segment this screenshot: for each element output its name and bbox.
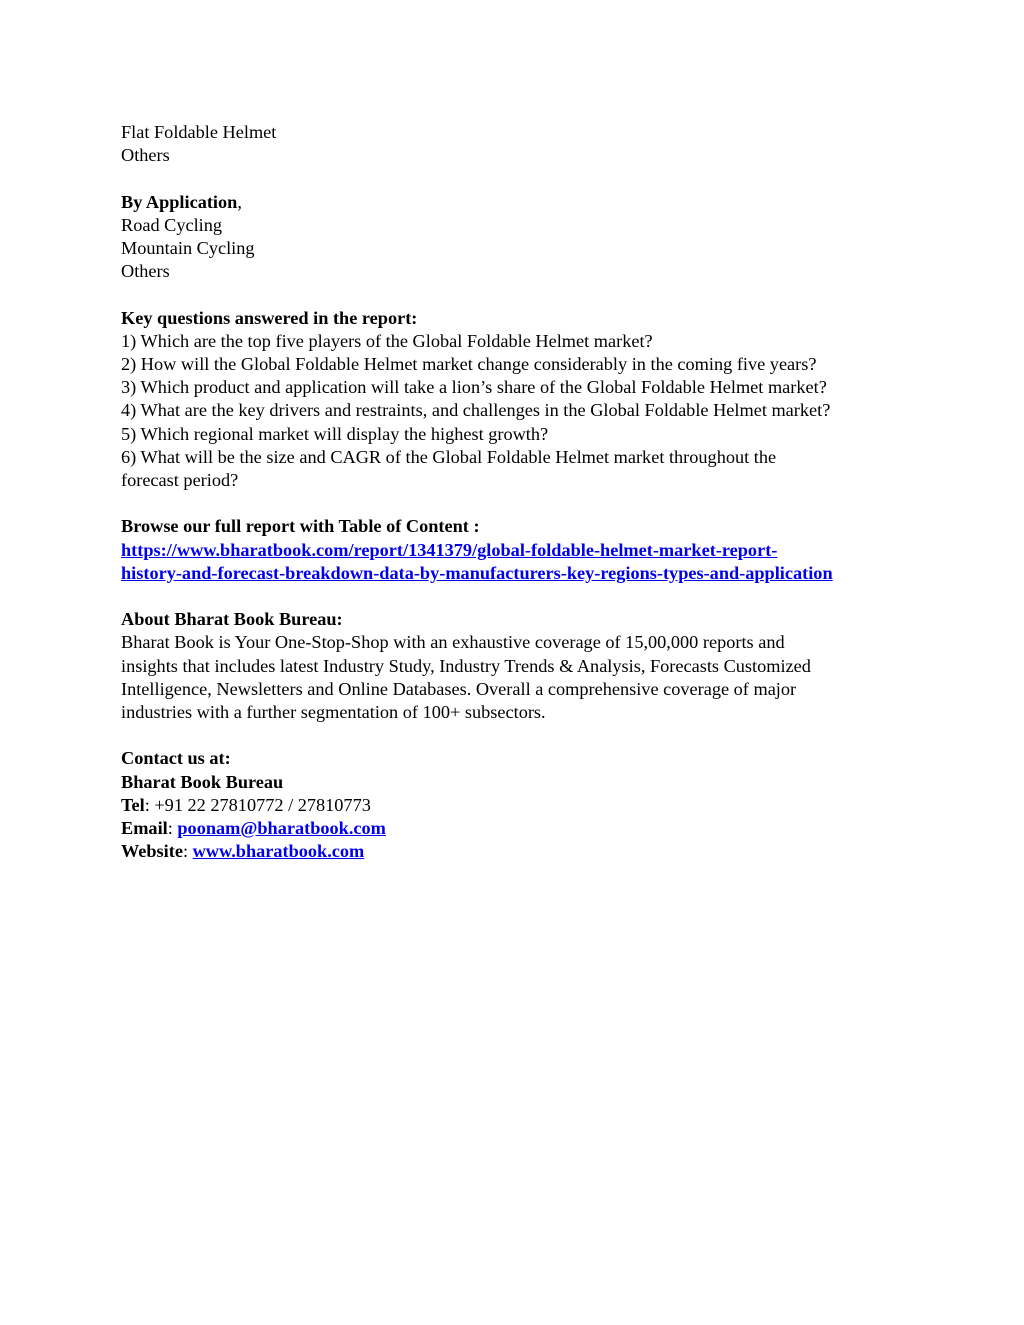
contact-website-line [121,840,921,863]
key-questions-heading: Key questions answered in the report: [121,307,418,328]
report-link-line-2[interactable]: history-and-forecast-breakdown-data-by-manufacturers-key-regions-types-and-application [121,562,833,583]
about-text-line: insights that includes latest Industry Study, Industry Trends & Analysis, Forecasts Customized [121,655,811,676]
about-text-line: industries with a further segmentation of 100+ subsectors. [121,702,546,723]
tel-label: Tel [121,794,145,815]
key-question-item: 3) Which product and application will take a lion’s share of the Global Foldable Helmet market? [121,377,827,398]
tel-value: : +91 22 27810772 / 27810773 [144,794,371,815]
application-heading-suffix: , [237,191,242,212]
application-heading: By Application [121,191,238,212]
email-label: Email [121,818,168,839]
website-separator: : [182,841,193,862]
website-link[interactable]: www.bharatbook.com [192,841,365,862]
paragraph-gap [121,167,921,190]
type-item: Others [121,145,170,166]
contact-company: Bharat Book Bureau [121,771,284,792]
about-heading: About Bharat Book Bureau: [121,609,343,630]
application-item: Road Cycling [121,214,223,235]
report-link-line-1[interactable]: https://www.bharatbook.com/report/1341379/global-foldable-helmet-market-report- [121,539,778,560]
key-question-item: 5) Which regional market will display the highest growth? [121,423,549,444]
paragraph-gap [121,585,921,608]
application-item: Mountain Cycling [121,238,255,258]
key-question-item: 2) How will the Global Foldable Helmet market change considerably in the coming five years? [121,354,817,374]
key-question-item: forecast period? [121,470,239,491]
browse-heading: Browse our full report with Table of Content : [121,516,480,537]
paragraph-gap [121,283,921,306]
paragraph-gap [121,492,921,515]
email-separator: : [167,818,178,839]
type-item: Flat Foldable Helmet [121,122,277,142]
key-question-item: 6) What will be the size and CAGR of the Global Foldable Helmet market throughout the [121,446,777,467]
contact-tel-line [121,794,921,817]
application-heading-line [121,191,921,214]
email-link[interactable]: poonam@bharatbook.com [177,818,386,839]
key-question-item: 4) What are the key drivers and restraints, and challenges in the Global Foldable Helmet market? [121,400,831,421]
paragraph-gap [121,724,921,747]
about-text-line: Intelligence, Newsletters and Online Databases. Overall a comprehensive coverage of major [121,678,797,699]
contact-heading: Contact us at: [121,748,231,769]
website-label: Website [121,841,183,862]
document-body [121,121,921,863]
about-text-line: Bharat Book is Your One-Stop-Shop with an exhaustive coverage of 15,00,000 reports and [121,632,785,653]
application-item: Others [121,261,170,282]
contact-email-line [121,817,921,840]
key-question-item: 1) Which are the top five players of the Global Foldable Helmet market? [121,330,653,351]
